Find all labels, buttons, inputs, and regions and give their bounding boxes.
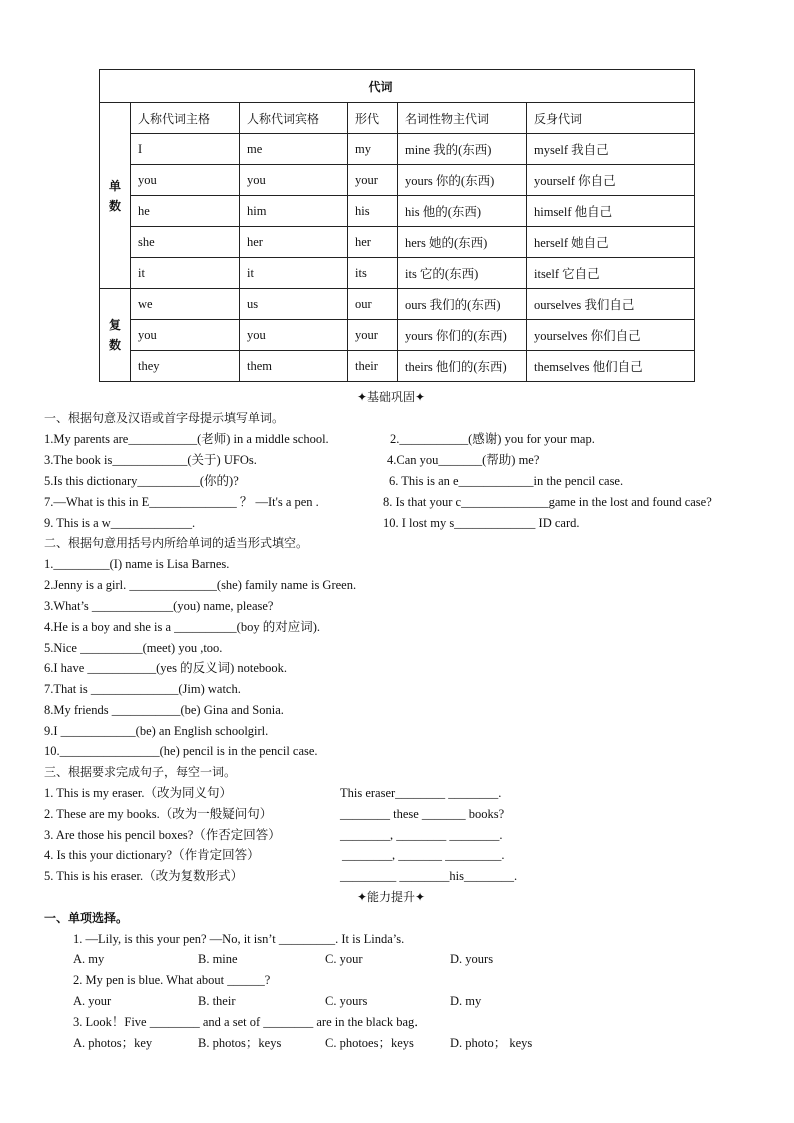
- option: B. photos；keys: [198, 1036, 282, 1050]
- table-header: 反身代词: [527, 103, 695, 134]
- option: A. photos；key: [73, 1036, 153, 1050]
- table-cell: you: [131, 165, 240, 196]
- exercise-answer: _________ ________his________.: [340, 869, 518, 883]
- question-stem: 3. Look！Five ________ and a set of ________ are in the black bag．: [73, 1015, 427, 1029]
- table-row: [100, 227, 695, 258]
- table-cell: mine 我的(东西): [398, 134, 527, 165]
- exercise-item: 7.That is ______________(Jim) watch.: [44, 682, 241, 696]
- part1-heading: 一、根据句意及汉语或首字母提示填写单词。: [44, 411, 285, 425]
- table-cell: they: [131, 351, 240, 382]
- option: C. photoes；keys: [325, 1036, 414, 1050]
- table-cell: we: [131, 289, 240, 320]
- table-header-row: [100, 103, 695, 134]
- table-row: [100, 196, 695, 227]
- exercise-item: 8. Is that your c______________game in the lost and found case?: [383, 495, 712, 509]
- mc-heading: 一、单项选择。: [44, 911, 129, 925]
- table-cell: my: [348, 134, 398, 165]
- table-cell: me: [240, 134, 348, 165]
- table-cell: us: [240, 289, 348, 320]
- table-cell: you: [240, 320, 348, 351]
- exercise-item: 2.Jenny is a girl. ______________(she) family name is Green.: [44, 578, 357, 592]
- exercise-item: 6. This is an e____________in the pencil case.: [389, 474, 624, 488]
- option: C. yours: [325, 994, 368, 1008]
- table-cell: our: [348, 289, 398, 320]
- question-stem: 1. —Lily, is this your pen? —No, it isn’t _________. It is Linda’s.: [73, 932, 405, 946]
- option: A. my: [73, 952, 105, 966]
- exercise-item: 3.What’s _____________(you) name, please?: [44, 599, 274, 613]
- table-cell: myself 我自己: [527, 134, 695, 165]
- table-cell: you: [240, 165, 348, 196]
- exercise-item: 2. These are my books.（改为一般疑问句）: [44, 807, 273, 821]
- table-cell: hers 她的(东西): [398, 227, 527, 258]
- table-cell: yourselves 你们自己: [527, 320, 695, 351]
- table-cell: yourself 你自己: [527, 165, 695, 196]
- option: D. my: [450, 994, 482, 1008]
- table-row: [100, 320, 695, 351]
- table-cell: I: [131, 134, 240, 165]
- exercise-item: 2.___________(感谢) you for your map.: [390, 432, 595, 446]
- table-cell: them: [240, 351, 348, 382]
- exercise-item: 4. Is this your dictionary?（作肯定回答）: [44, 848, 260, 862]
- table-cell: yours 你们的(东西): [398, 320, 527, 351]
- table-cell: your: [348, 320, 398, 351]
- table-cell: him: [240, 196, 348, 227]
- exercise-answer: ________, ________ ________.: [340, 828, 503, 842]
- option: B. their: [198, 994, 236, 1008]
- exercise-item: 9. This is a w_____________.: [44, 516, 196, 530]
- table-cell: their: [348, 351, 398, 382]
- table-cell: its: [348, 258, 398, 289]
- table-cell: his: [348, 196, 398, 227]
- pronoun-table: [99, 69, 695, 382]
- table-cell: she: [131, 227, 240, 258]
- exercise-item: 8.My friends ___________(be) Gina and Sonia.: [44, 703, 284, 717]
- exercise-item: 5.Nice __________(meet) you ,too.: [44, 641, 223, 655]
- exercise-item: 3. Are those his pencil boxes?（作否定回答）: [44, 828, 281, 842]
- exercise-item: 5.Is this dictionary__________(你的)?: [44, 474, 239, 488]
- table-title-row: [100, 70, 695, 103]
- option: A. your: [73, 994, 112, 1008]
- exercise-item: 5. This is his eraser.（改为复数形式）: [44, 869, 244, 883]
- table-row: [100, 258, 695, 289]
- table-header: 人称代词宾格: [240, 103, 348, 134]
- exercise-item: 9.I ____________(be) an English schoolgirl.: [44, 724, 269, 738]
- exercise-item: 4.Can you_______(帮助) me?: [387, 453, 540, 467]
- table-cell: your: [348, 165, 398, 196]
- option: C. your: [325, 952, 363, 966]
- plural-label: 复 数: [100, 289, 131, 382]
- exercise-answer: ________ these _______ books?: [340, 807, 505, 821]
- option: D. yours: [450, 952, 494, 966]
- table-cell: it: [131, 258, 240, 289]
- option: B. mine: [198, 952, 238, 966]
- exercise-answer: This eraser________ ________.: [340, 786, 502, 800]
- exercise-item: 1.My parents are___________(老师) in a middle school.: [44, 432, 329, 446]
- exercise-item: 10.________________(he) pencil is in the pencil case.: [44, 744, 318, 758]
- singular-label: 单 数: [100, 103, 131, 289]
- table-header: 形代: [348, 103, 398, 134]
- table-cell: its 它的(东西): [398, 258, 527, 289]
- question-stem: 2. My pen is blue. What about ______?: [73, 973, 271, 987]
- table-row: [100, 134, 695, 165]
- table-row: [100, 165, 695, 196]
- section-title-basic: ✦基础巩固✦: [357, 390, 426, 404]
- table-cell: her: [240, 227, 348, 258]
- exercise-answer: ________, _______ _________.: [342, 848, 505, 862]
- exercise-item: 10. I lost my s_____________ ID card.: [383, 516, 580, 530]
- table-cell: ourselves 我们自己: [527, 289, 695, 320]
- part3-heading: 三、根据要求完成句子，每空一词。: [44, 765, 237, 779]
- exercise-item: 7.—What is this in E______________ ？ —It's a pen .: [44, 495, 319, 509]
- exercise-item: 3.The book is____________(关于) UFOs.: [44, 453, 257, 467]
- exercise-item: 6.I have ___________(yes 的反义词) notebook.: [44, 661, 288, 675]
- table-header: 人称代词主格: [131, 103, 240, 134]
- table-cell: you: [131, 320, 240, 351]
- table-cell: herself 她自己: [527, 227, 695, 258]
- exercise-item: 4.He is a boy and she is a __________(boy 的对应词).: [44, 620, 321, 634]
- table-cell: theirs 他们的(东西): [398, 351, 527, 382]
- table-title: 代词: [100, 70, 695, 103]
- table-header: 名词性物主代词: [398, 103, 527, 134]
- table-cell: itself 它自己: [527, 258, 695, 289]
- part2-heading: 二、根据句意用括号内所给单词的适当形式填空。: [44, 536, 309, 550]
- option: D. photo； keys: [450, 1036, 533, 1050]
- table-cell: themselves 他们自己: [527, 351, 695, 382]
- table-row: [100, 289, 695, 320]
- table-cell: he: [131, 196, 240, 227]
- table-cell: ours 我们的(东西): [398, 289, 527, 320]
- table-cell: her: [348, 227, 398, 258]
- exercise-item: 1. This is my eraser.（改为同义句）: [44, 786, 232, 800]
- exercise-item: 1._________(I) name is Lisa Barnes.: [44, 557, 230, 571]
- table-cell: yours 你的(东西): [398, 165, 527, 196]
- table-cell: his 他的(东西): [398, 196, 527, 227]
- table-row: [100, 351, 695, 382]
- section-title-advanced: ✦能力提升✦: [357, 890, 426, 904]
- table-cell: himself 他自己: [527, 196, 695, 227]
- table-cell: it: [240, 258, 348, 289]
